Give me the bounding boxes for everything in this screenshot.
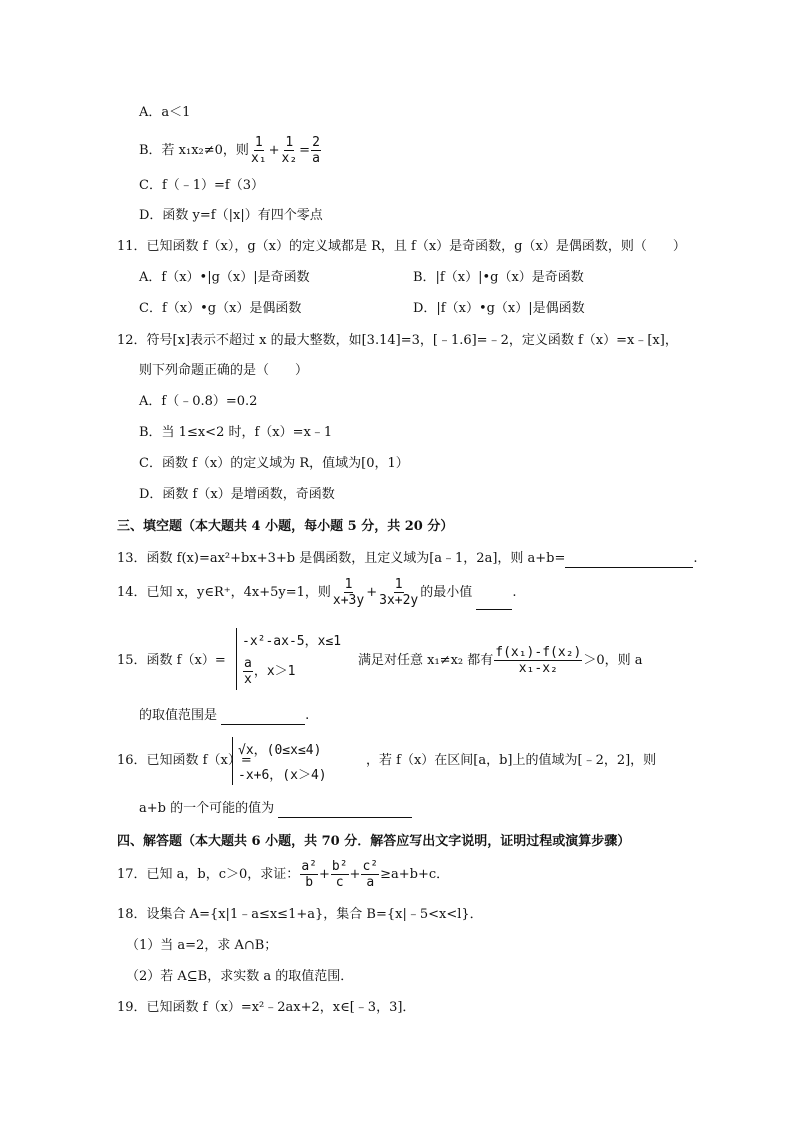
numerator: 1 — [394, 577, 403, 592]
q17-prefix: 17．已知 a，b，c＞0，求证： — [117, 867, 300, 882]
fraction — [331, 859, 349, 890]
numerator: 1 — [254, 135, 263, 150]
fraction — [494, 645, 582, 676]
numerator: c² — [362, 859, 379, 874]
plus-sign: + — [268, 143, 280, 158]
denominator: x+3y — [332, 593, 365, 608]
answer-blank — [278, 803, 412, 818]
q17-suffix: ≥a+b+c． — [380, 867, 450, 882]
fraction — [250, 135, 268, 166]
fraction — [300, 859, 318, 890]
q11-option-b: B．|f（x）|•g（x）是奇函数 — [413, 270, 584, 285]
q16-prefix: 16．已知函数 f（x）= — [117, 753, 252, 768]
q18-part-2: （2）若 A⊆B，求实数 a 的取值范围． — [126, 969, 354, 984]
q12-option-d: D．函数 f（x）是增函数，奇函数 — [139, 487, 335, 502]
q19-stem: 19．已知函数 f（x）=x²﹣2ax+2，x∈[﹣3，3]． — [117, 1000, 416, 1015]
denominator: c — [335, 875, 344, 890]
q18-part-1: （1）当 a=2，求 A∩B； — [126, 938, 278, 953]
q13-end: . — [693, 551, 698, 566]
denominator: 3x+2y — [379, 593, 419, 608]
q10-option-a: A．a＜1 — [139, 105, 191, 120]
answer-blank — [476, 595, 512, 610]
piecewise-brace — [232, 737, 233, 785]
q13-text: 13．函数 f(x)=ax²+bx+3+b 是偶函数，且定义域为[a﹣1，2a]，则 a+b= — [117, 551, 566, 566]
q15-piece-2 — [242, 656, 295, 687]
numerator: a — [244, 656, 252, 671]
q14-prefix: 14．已知 x，y∈R⁺，4x+5y=1，则 — [117, 585, 331, 600]
q18-stem: 18．设集合 A={x|1﹣a≤x≤1+a}，集合 B={x|﹣5<x<l}． — [117, 907, 483, 922]
q10-option-d: D．函数 y=f（|x|）有四个零点 — [139, 208, 323, 223]
plus-sign: + — [318, 867, 330, 882]
plus-sign: + — [349, 867, 361, 882]
q12-stem-line1: 12．符号[x]表示不超过 x 的最大整数，如[3.14]=3，[﹣1.6]=﹣2，定义函数 f（x）=x﹣[x]， — [117, 333, 678, 348]
q13 — [117, 550, 698, 568]
denominator: b — [305, 875, 314, 890]
q12-option-b: B．当 1≤x<2 时，f（x）=x﹣1 — [139, 425, 333, 440]
plus-sign: + — [366, 585, 378, 600]
answer-blank — [221, 710, 305, 725]
q15-condition — [358, 642, 643, 680]
q16-line2-text: a+b 的一个可能的值为 — [139, 801, 275, 816]
fraction — [378, 577, 419, 608]
q12-option-a: A．f（﹣0.8）=0.2 — [139, 394, 258, 409]
denominator: x₁ — [250, 151, 267, 166]
q16-suffix: ，若 f（x）在区间[a，b]上的值域为[﹣2，2]，则 — [366, 753, 657, 768]
q12-option-c: C．函数 f（x）的定义域为 R，值域为[0，1） — [139, 456, 409, 471]
q16-line2 — [139, 800, 412, 818]
section-3-heading: 三、填空题（本大题共 4 小题，每小题 5 分，共 20 分） — [117, 519, 454, 534]
q10-option-c: C．f（﹣1）=f（3） — [139, 178, 265, 193]
q17 — [117, 856, 449, 894]
q15-mid: 满足对任意 x₁≠x₂ 都有 — [358, 653, 494, 668]
q10-option-b-prefix: B．若 x₁x₂≠0，则 — [139, 143, 249, 158]
q14-suffix: 的最小值 — [420, 585, 473, 600]
fraction — [281, 135, 299, 166]
fraction — [361, 859, 379, 890]
q15-prefix: 15．函数 f（x）= — [117, 653, 226, 668]
q16-piece-2: -x+6，(x＞4) — [238, 768, 327, 783]
q12-stem-line2: 则下列命题正确的是（ ） — [139, 363, 309, 378]
numerator: b² — [331, 859, 348, 874]
q15-suffix: ＞0，则 a — [583, 653, 643, 668]
q14 — [117, 576, 517, 610]
denominator: x — [244, 672, 252, 687]
q15-line2 — [139, 707, 309, 725]
q11-option-a: A．f（x）•|g（x）|是奇函数 — [139, 270, 310, 285]
fraction — [243, 656, 253, 687]
denominator: x₁-x₂ — [518, 661, 558, 676]
section-4-heading: 四、解答题（本大题共 6 小题，共 70 分．解答应写出文字说明，证明过程或演算步骤） — [117, 834, 631, 849]
numerator: 1 — [344, 577, 353, 592]
q15-line2-text: 的取值范围是 — [139, 708, 218, 723]
q15-end: . — [305, 708, 310, 723]
numerator: 1 — [285, 135, 294, 150]
q11-stem: 11．已知函数 f（x），g（x）的定义域都是 R，且 f（x）是奇函数，g（x）是偶函数，则（ ） — [117, 239, 686, 254]
q14-end: . — [512, 585, 517, 600]
q10-option-b — [139, 134, 322, 168]
q11-option-c: C．f（x）•g（x）是偶函数 — [139, 301, 302, 316]
fraction — [311, 135, 321, 166]
denominator: a — [312, 151, 320, 166]
numerator: 2 — [312, 135, 320, 150]
q15-piece-1: -x²-ax-5，x≤1 — [242, 634, 342, 649]
q15-piece-2-condition: ，x＞1 — [253, 664, 296, 679]
piecewise-brace — [236, 628, 237, 690]
q11-option-d: D．|f（x）•g（x）|是偶函数 — [413, 301, 585, 316]
q16-piece-1: √x，(0≤x≤4) — [238, 743, 322, 758]
denominator: a — [366, 875, 375, 890]
numerator: f(x₁)-f(x₂) — [495, 645, 582, 660]
fraction — [332, 577, 365, 608]
denominator: x₂ — [281, 151, 298, 166]
equals-sign: = — [299, 143, 311, 158]
answer-blank — [565, 553, 693, 568]
numerator: a² — [301, 859, 317, 874]
